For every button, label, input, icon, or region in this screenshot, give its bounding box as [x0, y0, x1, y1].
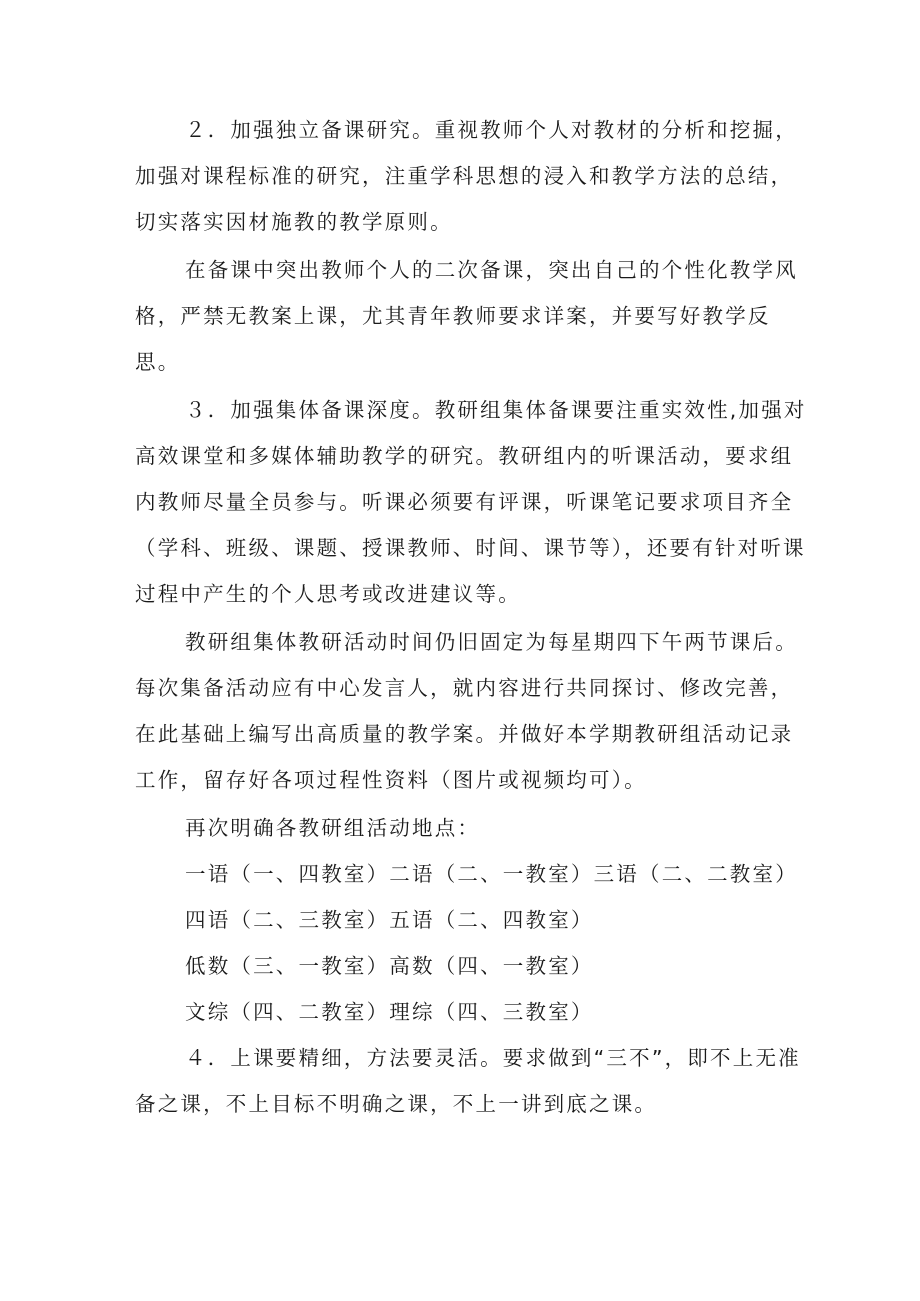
location-line-1: 一语（一、四教室）二语（二、一教室）三语（二、二教室） — [185, 862, 798, 886]
location-line-2: 四语（二、三教室）五语（二、四教室） — [185, 908, 594, 932]
paragraph-secondary-lesson-prep: 在备课中突出教师个人的二次备课，突出自己的个性化教学风格，严禁无教案上课，尤其青年教师要求详案，并要写好教学反思。 — [135, 258, 798, 374]
location-line-4: 文综（四、二教室）理综（四、三教室） — [185, 1000, 594, 1024]
paragraph-research-activity-time: 教研组集体教研活动时间仍旧固定为每星期四下午两节课后。每次集备活动应有中心发言人，就内容进行共同探讨、修改完善，在此基础上编写出高质量的教学案。并做好本学期教研组活动记录工作，留存好各项过程性资料（图片或视频均可）。 — [135, 630, 798, 792]
paragraph-independent-lesson-prep: ２．加强独立备课研究。重视教师个人对教材的分析和挖掘，加强对课程标准的研究，注重学科思想的浸入和教学方法的总结，切实落实因材施教的教学原则。 — [135, 118, 798, 234]
paragraph-teaching-requirements: ４．上课要精细，方法要灵活。要求做到“三不”，即不上无准备之课，不上目标不明确之课，不上一讲到底之课。 — [135, 1046, 801, 1116]
paragraph-collective-lesson-prep: ３．加强集体备课深度。教研组集体备课要注重实效性,加强对高效课堂和多媒体辅助教学的研究。教研组内的听课活动，要求组内教师尽量全员参与。听课必须要有评课，听课笔记要求项目齐全（学科、班级、课题、授课教师、时间、课节等），还要有针对听课过程中产生的个人思考或改进建议等。 — [135, 398, 807, 606]
document-body — [135, 107, 807, 1127]
paragraph-locations-intro: 再次明确各教研组活动地点： — [185, 816, 481, 840]
location-line-3: 低数（三、一教室）高数（四、一教室） — [185, 954, 594, 978]
